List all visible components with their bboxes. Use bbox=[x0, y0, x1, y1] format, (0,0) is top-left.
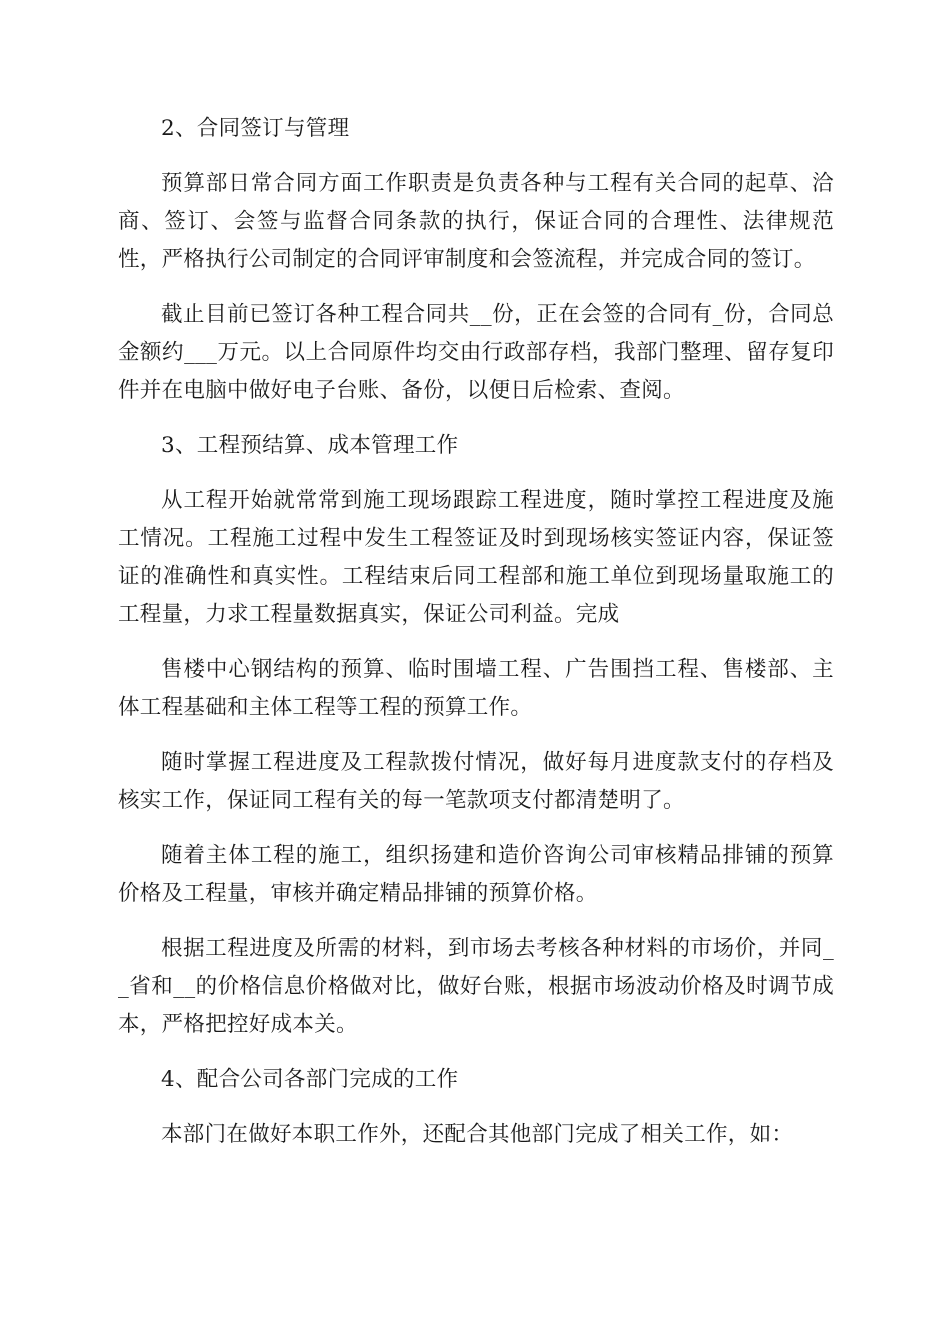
paragraph: 本部门在做好本职工作外，还配合其他部门完成了相关工作，如： bbox=[161, 1122, 794, 1147]
paragraph: 随着主体工程的施工，组织扬建和造价咨询公司审核精品排铺的预算价格及工程量，审核并确定精品排铺的预算价格。 bbox=[118, 843, 834, 906]
paragraph: 根据工程进度及所需的材料，到市场去考核各种材料的市场价，并同__省和__的价格信息价格做对比，做好台账，根据市场波动价格及时调节成本，严格把控好成本关。 bbox=[118, 936, 834, 1037]
paragraph: 随时掌握工程进度及工程款拨付情况，做好每月进度款支付的存档及核实工作，保证同工程有关的每一笔款项支付都清楚明了。 bbox=[118, 750, 834, 813]
paragraph: 截止目前已签订各种工程合同共__份，正在会签的合同有_份，合同总金额约___万元。以上合同原件均交由行政部存档，我部门整理、留存复印件并在电脑中做好电子台账、备份，以便日后检索、查阅。 bbox=[118, 302, 834, 403]
section-heading-cooperation: 4、配合公司各部门完成的工作 bbox=[161, 1067, 459, 1092]
paragraph: 售楼中心钢结构的预算、临时围墙工程、广告围挡工程、售楼部、主体工程基础和主体工程等工程的预算工作。 bbox=[118, 657, 834, 720]
paragraph: 从工程开始就常常到施工现场跟踪工程进度，随时掌控工程进度及施工情况。工程施工过程中发生工程签证及时到现场核实签证内容，保证签证的准确性和真实性。工程结束后同工程部和施工单位到现场量取施工的工程量，力求工程量数据真实，保证公司利益。完成 bbox=[118, 488, 834, 627]
document-body bbox=[118, 110, 834, 1171]
paragraph: 预算部日常合同方面工作职责是负责各种与工程有关合同的起草、洽商、签订、会签与监督合同条款的执行，保证合同的合理性、法律规范性，严格执行公司制定的合同评审制度和会签流程，并完成合同的签订。 bbox=[118, 171, 834, 272]
section-heading-contracts: 2、合同签订与管理 bbox=[161, 116, 350, 141]
section-heading-budget-cost: 3、工程预结算、成本管理工作 bbox=[161, 433, 459, 458]
